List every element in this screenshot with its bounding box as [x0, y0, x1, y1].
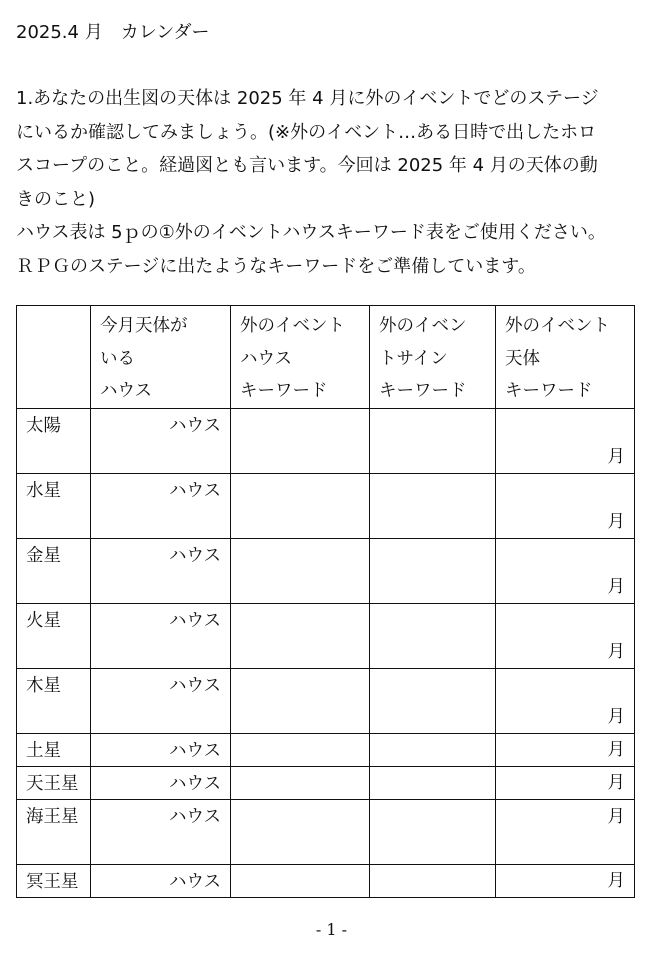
sign-keyword-cell [370, 538, 496, 603]
sign-keyword-cell [370, 733, 496, 766]
intro-line: ＲＰＧのステージに出たようなキーワードをご準備しています。 [16, 255, 536, 277]
header-cell-house-keyword [231, 306, 370, 409]
house-cell: ハウス [91, 603, 231, 668]
header-line: いる [100, 348, 135, 369]
month-cell: 月 [496, 408, 635, 473]
planet-name: 木星 [17, 668, 91, 733]
header-cell-sign-keyword [370, 306, 496, 409]
house-cell: ハウス [91, 538, 231, 603]
house-keyword-cell [231, 473, 370, 538]
header-line: トサイン [379, 348, 448, 369]
table-row [17, 603, 635, 668]
intro-line: にいるか確認してみましょう。(※外のイベント…ある日時で出したホロ [16, 121, 597, 143]
intro-line: きのこと) [16, 188, 96, 210]
header-cell-planet-keyword [496, 306, 635, 409]
header-line: ハウス [240, 348, 292, 369]
house-keyword-cell [231, 538, 370, 603]
table-row [17, 799, 635, 864]
sign-keyword-cell [370, 408, 496, 473]
table-header-row [17, 306, 635, 409]
house-cell: ハウス [91, 473, 231, 538]
table-row [17, 864, 635, 897]
house-keyword-cell [231, 668, 370, 733]
table-row [17, 733, 635, 766]
house-cell: ハウス [91, 668, 231, 733]
planet-name: 金星 [17, 538, 91, 603]
planet-name: 太陽 [17, 408, 91, 473]
intro-line: 1.あなたの出生図の天体は 2025 年 4 月に外のイベントでどのステージ [16, 88, 599, 109]
transit-table [16, 305, 635, 898]
header-line: 天体 [505, 348, 540, 369]
house-keyword-cell [231, 733, 370, 766]
house-keyword-cell [231, 408, 370, 473]
sign-keyword-cell [370, 766, 496, 799]
header-line: キーワード [240, 381, 328, 401]
house-keyword-cell [231, 799, 370, 864]
intro-line: ハウス表は 5ｐの①外のイベントハウスキーワード表をご使用ください。 [16, 222, 606, 243]
planet-name: 冥王星 [17, 864, 91, 897]
planet-name: 火星 [17, 603, 91, 668]
sign-keyword-cell [370, 473, 496, 538]
header-line: 外のイベント [505, 316, 610, 336]
document-title: 2025.4 月 カレンダー [16, 22, 210, 43]
house-cell: ハウス [91, 799, 231, 864]
planet-name: 水星 [17, 473, 91, 538]
sign-keyword-cell [370, 668, 496, 733]
sign-keyword-cell [370, 799, 496, 864]
month-cell: 月 [496, 538, 635, 603]
table-row [17, 668, 635, 733]
page-number: - 1 - [315, 920, 348, 939]
house-cell: ハウス [91, 408, 231, 473]
header-line: キーワード [379, 381, 467, 401]
house-cell: ハウス [91, 766, 231, 799]
sign-keyword-cell [370, 864, 496, 897]
header-line: キーワード [505, 381, 593, 401]
planet-name: 海王星 [17, 799, 91, 864]
header-line: 今月天体が [100, 316, 188, 336]
month-cell: 月 [496, 864, 635, 897]
house-keyword-cell [231, 864, 370, 897]
sign-keyword-cell [370, 603, 496, 668]
table-row [17, 408, 635, 473]
header-line: 外のイベント [240, 316, 345, 336]
planet-name: 土星 [17, 733, 91, 766]
table-row [17, 473, 635, 538]
month-cell: 月 [496, 766, 635, 799]
house-keyword-cell [231, 603, 370, 668]
header-cell-current-house [91, 306, 231, 409]
month-cell: 月 [496, 799, 635, 864]
table-row [17, 766, 635, 799]
month-cell: 月 [496, 733, 635, 766]
house-keyword-cell [231, 766, 370, 799]
header-line: ハウス [100, 381, 152, 401]
month-cell: 月 [496, 603, 635, 668]
header-cell-planet [17, 306, 91, 409]
table-row [17, 538, 635, 603]
month-cell: 月 [496, 473, 635, 538]
house-cell: ハウス [91, 864, 231, 897]
intro-text [16, 82, 648, 283]
intro-line: スコープのこと。経過図とも言います。今回は 2025 年 4 月の天体の動 [16, 155, 598, 176]
month-cell: 月 [496, 668, 635, 733]
planet-name: 天王星 [17, 766, 91, 799]
header-line: 外のイベン [379, 316, 467, 336]
house-cell: ハウス [91, 733, 231, 766]
